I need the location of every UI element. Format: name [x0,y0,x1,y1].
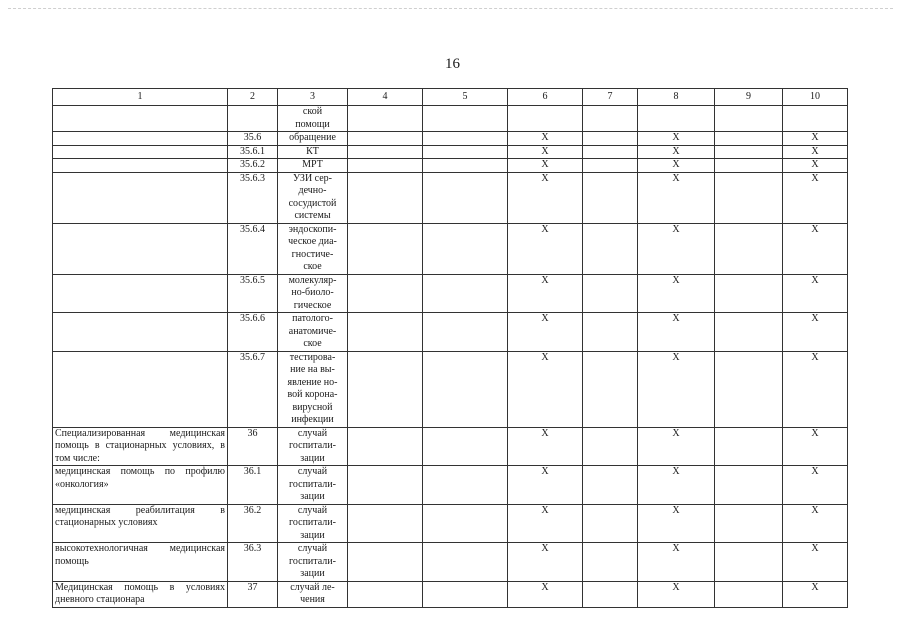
unit-text-line: КТ [306,145,319,157]
unit-cell [278,313,348,352]
mark-cell: X [508,427,583,466]
empty-cell [348,132,423,146]
empty-cell [583,159,638,173]
unit-cell [278,543,348,582]
unit-text-line: МРТ [302,159,323,170]
row-number-cell: 35.6 [228,132,278,146]
empty-cell [348,313,423,352]
mark-cell: X [508,466,583,505]
unit-text-line: ское [303,338,322,349]
empty-cell [715,106,783,132]
col-header: 9 [715,89,783,106]
unit-text-line: госпитали- [289,440,336,451]
unit-text-line: ской [302,106,323,117]
mark-cell: X [638,466,715,505]
mark-cell: X [783,274,848,313]
col-header: 6 [508,89,583,106]
table-row [53,581,848,607]
empty-cell [715,351,783,427]
empty-cell [715,223,783,274]
unit-cell [278,351,348,427]
mark-cell: X [783,159,848,173]
unit-text-line: инфекции [291,414,334,425]
mark-cell: X [508,132,583,146]
empty-cell [583,427,638,466]
unit-text-line: анатомиче- [288,325,337,337]
empty-cell [423,274,508,313]
unit-text-line: молекуляр- [288,274,337,286]
empty-cell [715,172,783,223]
mark-cell: X [638,504,715,543]
unit-text-line: вой корона- [287,389,338,400]
col-header: 4 [348,89,423,106]
data-table [52,88,848,608]
mark-cell: X [783,223,848,274]
unit-cell [278,427,348,466]
mark-cell: X [638,145,715,159]
mark-cell: X [638,132,715,146]
empty-cell [348,106,423,132]
empty-cell [348,223,423,274]
empty-cell [583,504,638,543]
empty-cell [583,223,638,274]
empty-cell [715,466,783,505]
row-number-cell: 35.6.1 [228,145,278,159]
col-header: 10 [783,89,848,106]
row-number-cell: 35.6.5 [228,274,278,313]
unit-text-line: зации [300,452,325,464]
row-name-cell [53,145,228,159]
unit-text-line: ское [303,261,322,272]
row-name-cell: медицинская помощь по профилю «онкология» [53,466,228,505]
mark-cell: X [783,351,848,427]
unit-text-line: госпитали- [289,517,336,528]
unit-text-line: госпитали- [289,478,336,490]
table-row [53,132,848,146]
empty-cell [423,351,508,427]
unit-cell [278,466,348,505]
mark-cell: X [508,223,583,274]
row-number-cell: 35.6.4 [228,223,278,274]
row-name-cell [53,351,228,427]
unit-text-line: случай [297,427,328,439]
mark-cell: X [508,172,583,223]
empty-cell [583,581,638,607]
empty-cell [715,313,783,352]
unit-text-line: системы [294,210,331,221]
mark-cell: X [638,172,715,223]
unit-text-line: случай [297,504,328,516]
unit-text-line: случай [297,543,328,554]
empty-cell [423,543,508,582]
empty-cell [583,172,638,223]
empty-cell [348,581,423,607]
empty-cell [348,466,423,505]
empty-cell [583,543,638,582]
row-number-cell: 35.6.3 [228,172,278,223]
row-number-cell: 37 [228,581,278,607]
mark-cell [508,106,583,132]
row-number-cell: 36.2 [228,504,278,543]
mark-cell: X [508,543,583,582]
row-name-cell [53,159,228,173]
empty-cell [423,427,508,466]
mark-cell: X [783,427,848,466]
unit-cell [278,274,348,313]
top-dashed-rule [8,8,893,9]
unit-text-line: госпитали- [289,555,336,567]
unit-text-line: гическое [293,299,332,311]
mark-cell: X [508,351,583,427]
empty-cell [348,504,423,543]
mark-cell: X [638,581,715,607]
unit-cell [278,223,348,274]
unit-cell [278,145,348,159]
unit-text-line: ческое диа- [288,236,337,247]
col-header: 2 [228,89,278,106]
row-number-cell: 36.1 [228,466,278,505]
mark-cell: X [508,313,583,352]
unit-cell [278,159,348,173]
table-row [53,159,848,173]
unit-text-line: вирусной [292,401,333,413]
empty-cell [423,223,508,274]
col-header: 7 [583,89,638,106]
unit-text-line: обращение [289,132,336,143]
mark-cell: X [638,274,715,313]
unit-text-line: тестирова- [289,351,336,363]
empty-cell [715,159,783,173]
empty-cell [348,145,423,159]
table-row [53,466,848,505]
row-name-cell [53,132,228,146]
row-name-cell: медицинская реабилитация в стационарных условиях [53,504,228,543]
table-row [53,543,848,582]
empty-cell [583,145,638,159]
unit-text-line: ние на вы- [290,364,335,375]
empty-cell [348,172,423,223]
col-header: 8 [638,89,715,106]
unit-cell [278,132,348,146]
row-name-cell: Специализированная медицинская помощь в стационарных условиях, в том числе: [53,427,228,466]
table-row [53,106,848,132]
unit-text-line: дечно- [298,185,327,196]
empty-cell [348,351,423,427]
unit-text-line: помощи [295,118,330,130]
mark-cell: X [508,145,583,159]
col-header: 3 [278,89,348,106]
mark-cell: X [783,132,848,146]
mark-cell: X [783,581,848,607]
empty-cell [423,504,508,543]
row-number-cell: 35.6.6 [228,313,278,352]
unit-cell [278,581,348,607]
table-row [53,504,848,543]
empty-cell [583,274,638,313]
table-row [53,145,848,159]
mark-cell: X [508,274,583,313]
row-number-cell: 35.6.2 [228,159,278,173]
empty-cell [423,106,508,132]
row-name-cell [53,172,228,223]
empty-cell [583,466,638,505]
unit-text-line: зации [300,491,325,502]
empty-cell [348,543,423,582]
table-row [53,351,848,427]
col-header: 5 [423,89,508,106]
empty-cell [423,145,508,159]
mark-cell: X [783,145,848,159]
unit-cell [278,172,348,223]
column-number-row [53,89,848,106]
mark-cell: X [508,159,583,173]
empty-cell [715,504,783,543]
empty-cell [423,581,508,607]
empty-cell [423,159,508,173]
unit-text-line: гностиче- [291,248,334,260]
mark-cell: X [638,159,715,173]
row-name-cell: высокотехнологичная медицинская помощь [53,543,228,582]
unit-text-line: зации [300,529,325,541]
unit-cell [278,504,348,543]
table-row [53,274,848,313]
page-number: 16 [445,56,460,72]
empty-cell [715,274,783,313]
mark-cell: X [638,427,715,466]
empty-cell [423,132,508,146]
empty-cell [583,106,638,132]
empty-cell [583,313,638,352]
mark-cell: X [638,223,715,274]
row-name-cell: Медицинская помощь в условиях дневного стационара [53,581,228,607]
mark-cell: X [508,504,583,543]
row-number-cell: 36.3 [228,543,278,582]
row-number-cell: 36 [228,427,278,466]
row-name-cell [53,274,228,313]
mark-cell: X [638,351,715,427]
mark-cell: X [638,313,715,352]
unit-text-line: явление но- [287,376,338,388]
empty-cell [715,543,783,582]
unit-text-line: чения [300,594,325,605]
empty-cell [348,274,423,313]
row-name-cell [53,106,228,132]
table-row [53,172,848,223]
mark-cell: X [508,581,583,607]
unit-text-line: случай [297,466,328,477]
table-row [53,427,848,466]
unit-text-line: патолого- [292,313,333,324]
unit-text-line: но-биоло- [291,287,334,298]
col-header: 1 [53,89,228,106]
empty-cell [715,581,783,607]
empty-cell [348,427,423,466]
mark-cell [638,106,715,132]
empty-cell [423,172,508,223]
empty-cell [715,132,783,146]
mark-cell: X [638,543,715,582]
empty-cell [583,351,638,427]
unit-cell [278,106,348,132]
mark-cell: X [783,466,848,505]
unit-text-line: эндоскопи- [288,223,337,235]
mark-cell: X [783,313,848,352]
table-row [53,313,848,352]
empty-cell [715,145,783,159]
empty-cell [423,313,508,352]
unit-text-line: случай ле- [290,581,335,593]
empty-cell [583,132,638,146]
table-row [53,223,848,274]
unit-text-line: зации [300,568,325,579]
row-name-cell [53,313,228,352]
mark-cell [783,106,848,132]
unit-text-line: сосудистой [288,197,337,209]
row-number-cell: 35.6.7 [228,351,278,427]
mark-cell: X [783,543,848,582]
empty-cell [715,427,783,466]
empty-cell [348,159,423,173]
row-number-cell [228,106,278,132]
mark-cell: X [783,504,848,543]
mark-cell: X [783,172,848,223]
row-name-cell [53,223,228,274]
unit-text-line: УЗИ сер- [292,172,332,184]
empty-cell [423,466,508,505]
